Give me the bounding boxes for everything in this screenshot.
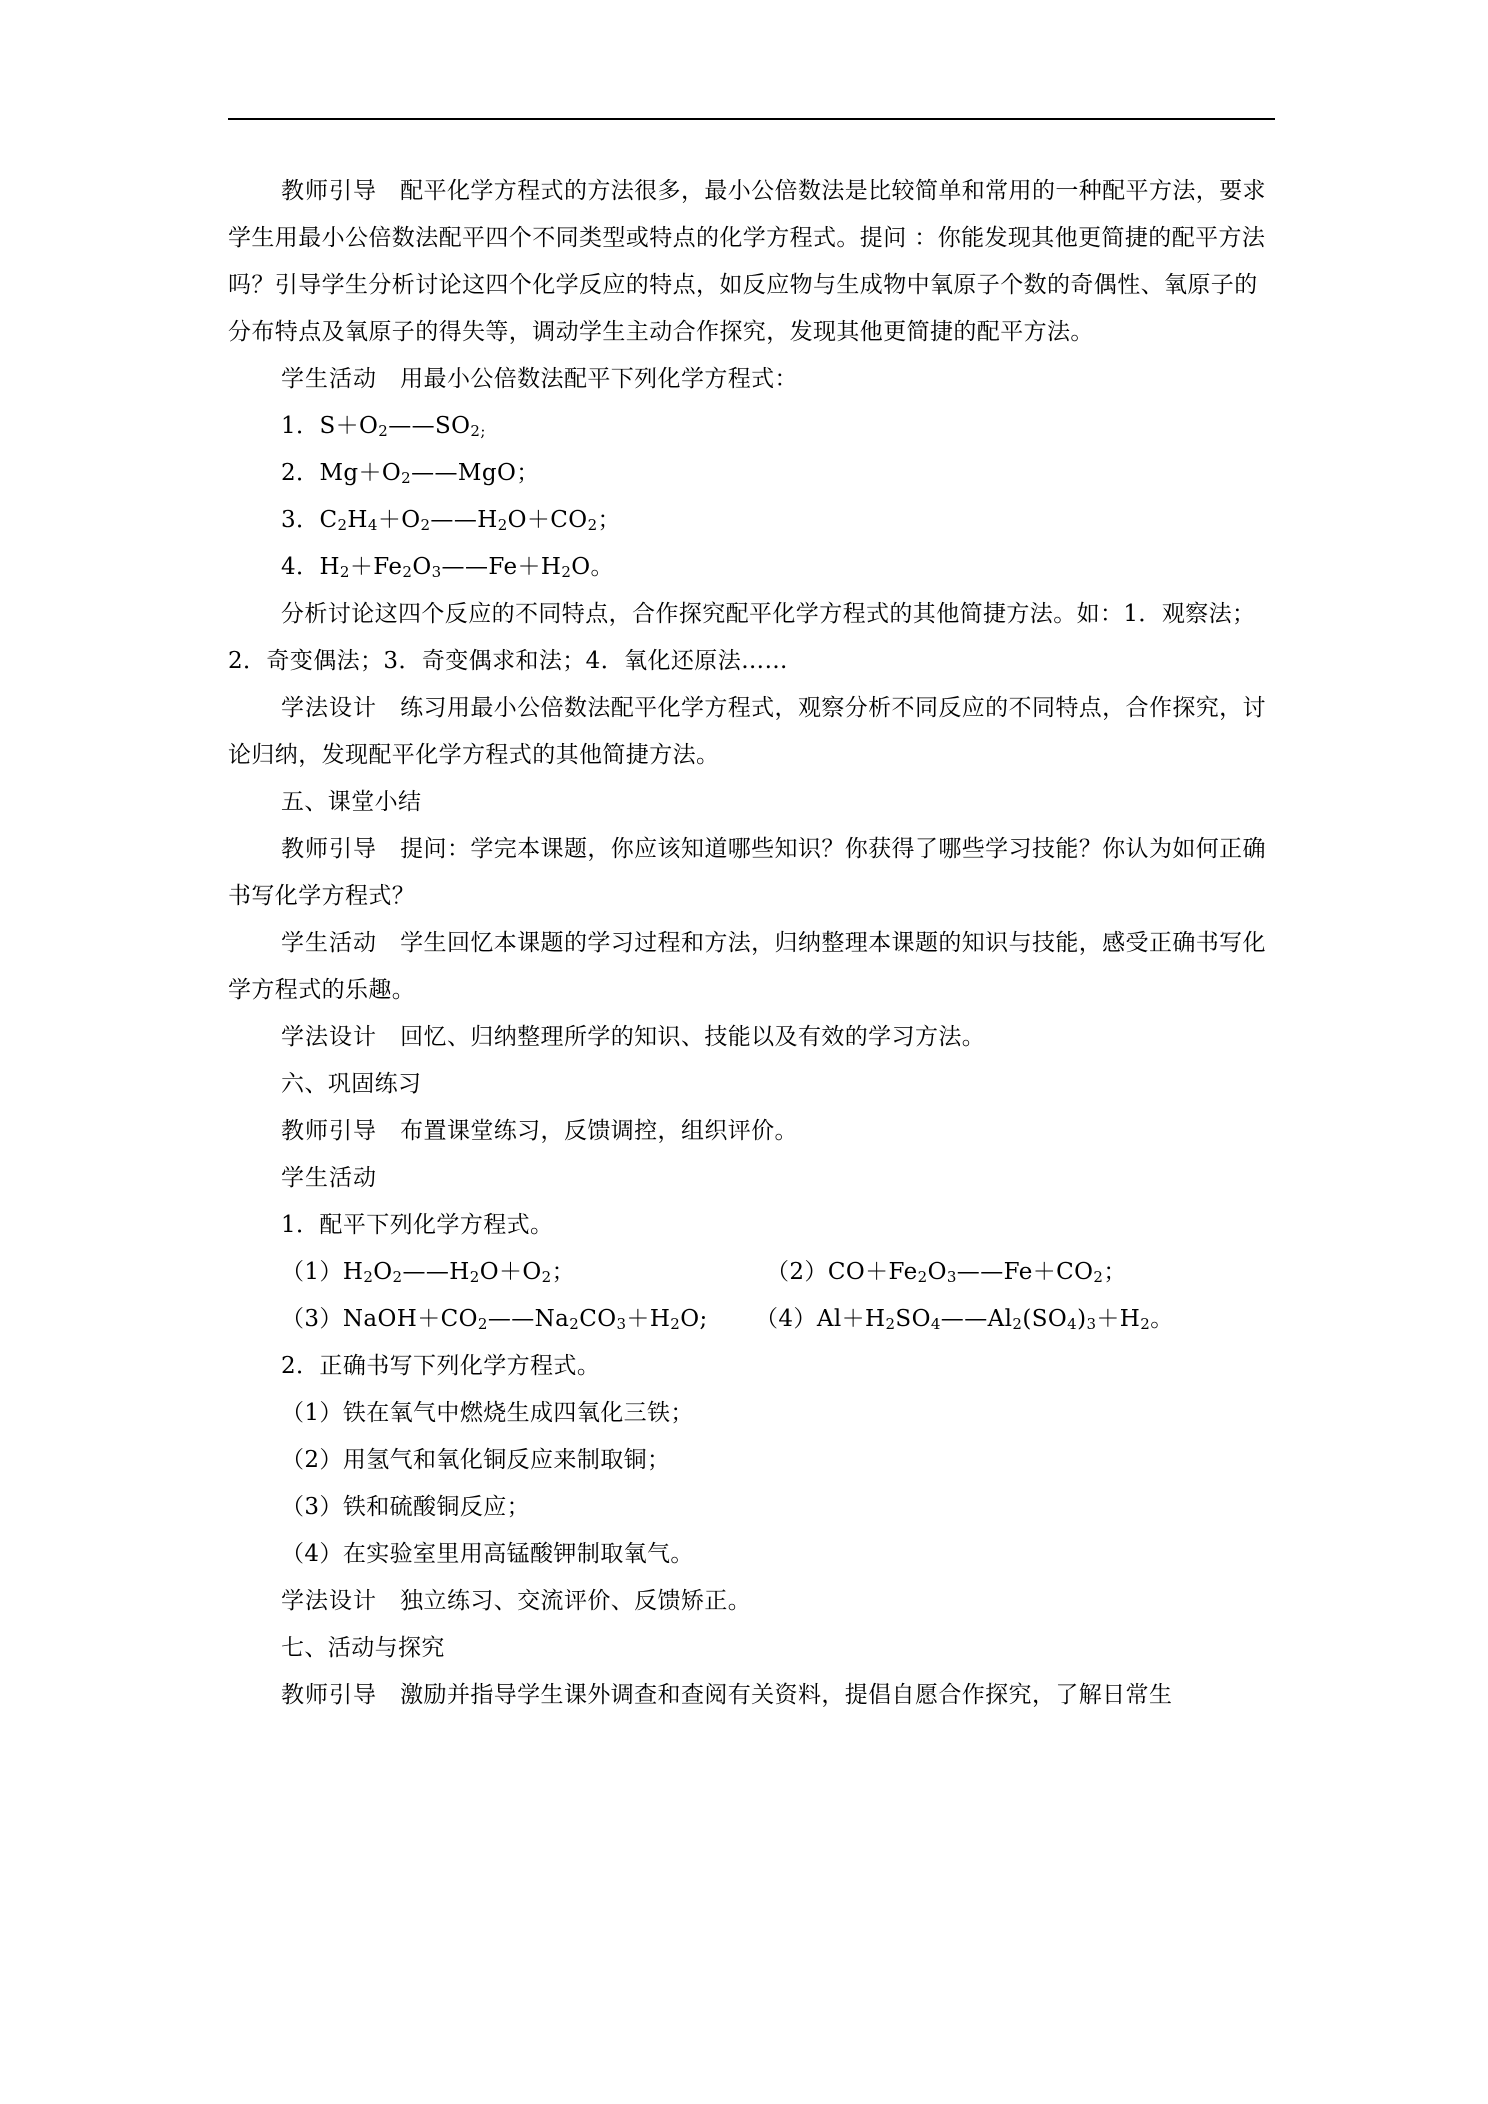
exercise-2-title: 2．正确书写下列化学方程式。 bbox=[281, 1353, 601, 1379]
formula-part: H bbox=[347, 507, 368, 533]
paragraph-label: 教师引导 bbox=[281, 1682, 377, 1708]
subscript: 3 bbox=[1086, 1315, 1097, 1333]
formula-part: ——Na bbox=[487, 1306, 570, 1332]
formula-part: ——H bbox=[402, 1259, 470, 1285]
paragraph-text: 用最小公倍数法配平下列化学方程式： bbox=[400, 366, 798, 392]
section-heading-5: 五、课堂小结 bbox=[281, 789, 422, 815]
formula-part: O; bbox=[680, 1306, 708, 1332]
paragraph-label: 学法设计 bbox=[281, 1588, 377, 1614]
formula-part: CO bbox=[579, 1306, 617, 1332]
item-number: （2） bbox=[766, 1259, 828, 1285]
paragraph-label: 教师引导 bbox=[281, 836, 377, 862]
formula-part: O bbox=[412, 554, 432, 580]
subscript: 2 bbox=[1093, 1268, 1104, 1286]
exercise-1-title: 1．配平下列化学方程式。 bbox=[281, 1212, 554, 1238]
paragraph-teacher-guide-3 bbox=[228, 1108, 1275, 1155]
subscript: 2 bbox=[337, 516, 348, 534]
subscript: 2 bbox=[670, 1315, 681, 1333]
paragraph-student-activity-3 bbox=[228, 1155, 1275, 1202]
paragraph-student-activity-2 bbox=[228, 920, 1275, 1014]
subscript: 2 bbox=[420, 516, 431, 534]
formula-part: ——H bbox=[430, 507, 498, 533]
item-number: 2． bbox=[281, 460, 320, 486]
subscript: 2 bbox=[917, 1268, 928, 1286]
paragraph-label: 学法设计 bbox=[281, 695, 377, 721]
exercise-1-row-2 bbox=[228, 1296, 1275, 1343]
paragraph-text: 配平化学方程式的方法很多，最小公倍数法是比较简单和常用的一种配平方法，要求学生用最小公倍数法配平四个不同类型或特点的化学方程式。提问 ：你能发现其他更简捷的配平方法吗？引导学生分析讨论这四个化学反应的特点，如反应物与生成物中氧原子个数的奇偶性、氧原子的分布特点及氧原子的得失等，调动学生主动合作探究，发现其他更简捷的配平方法。 bbox=[228, 178, 1266, 345]
formula-part: ) bbox=[1077, 1306, 1087, 1332]
exercise-1-item-2 bbox=[766, 1249, 1127, 1296]
formula-part: ； bbox=[551, 1259, 575, 1285]
paragraph-label: 教师引导 bbox=[281, 1118, 377, 1144]
formula-part: ——Al bbox=[940, 1306, 1013, 1332]
paragraph-label: 教师引导 bbox=[281, 178, 377, 204]
paragraph-text: 布置课堂练习，反馈调控，组织评价。 bbox=[400, 1118, 798, 1144]
subscript: 2 bbox=[497, 516, 508, 534]
paragraph-label: 学生活动 bbox=[281, 366, 377, 392]
subscript: 2 bbox=[402, 563, 413, 581]
paragraph-text: 激励并指导学生课外调查和查阅有关资料，提倡自愿合作探究，了解日常生 bbox=[400, 1682, 1173, 1708]
subscript: 2 bbox=[1012, 1315, 1023, 1333]
paragraph-method-design-2 bbox=[228, 1014, 1275, 1061]
item-number: 3． bbox=[281, 507, 320, 533]
formula-part: SO bbox=[895, 1306, 931, 1332]
paragraph-text: 回忆、归纳整理所学的知识、技能以及有效的学习方法。 bbox=[400, 1024, 986, 1050]
item-number: 1． bbox=[281, 413, 320, 439]
paragraph-teacher-guide-4 bbox=[228, 1672, 1275, 1719]
section-heading-6: 六、巩固练习 bbox=[281, 1071, 422, 1097]
formula-part: ——MgO； bbox=[411, 460, 540, 486]
formula-part: ＋H bbox=[626, 1306, 671, 1332]
exercise-1-item-1 bbox=[281, 1249, 766, 1296]
paragraph-label: 学生活动 bbox=[281, 1165, 377, 1191]
formula-part: O bbox=[927, 1259, 947, 1285]
formula-part: ——Fe＋H bbox=[441, 554, 562, 580]
document-body bbox=[228, 168, 1275, 1719]
subscript: 2 bbox=[561, 563, 572, 581]
formula-part: O＋O bbox=[479, 1259, 542, 1285]
subscript: 2 bbox=[569, 1315, 580, 1333]
formula-part: C bbox=[319, 507, 338, 533]
formula-part: H bbox=[319, 554, 340, 580]
section-heading-7: 七、活动与探究 bbox=[281, 1635, 445, 1661]
equation-4 bbox=[228, 544, 1275, 591]
formula-part: NaOH＋CO bbox=[342, 1306, 478, 1332]
exercise-1-item-3 bbox=[281, 1296, 755, 1343]
item-number: （3） bbox=[281, 1306, 343, 1332]
paragraph-method-design-3 bbox=[228, 1578, 1275, 1625]
formula-part: O。 bbox=[571, 554, 614, 580]
subscript: 2 bbox=[541, 1268, 552, 1286]
item-number: 4． bbox=[281, 554, 320, 580]
equation-1 bbox=[228, 403, 1275, 450]
subscript: 4 bbox=[367, 516, 378, 534]
subscript: 2 bbox=[378, 422, 389, 440]
formula-part: ＋H bbox=[1096, 1306, 1141, 1332]
subscript: 3 bbox=[616, 1315, 627, 1333]
equation-2 bbox=[228, 450, 1275, 497]
subscript: 3 bbox=[431, 563, 442, 581]
formula-part: 。 bbox=[1150, 1306, 1174, 1332]
header-rule bbox=[228, 118, 1275, 120]
subscript: 2 bbox=[587, 516, 598, 534]
item-number: （1） bbox=[281, 1259, 343, 1285]
exercise-1-row-1 bbox=[228, 1249, 1275, 1296]
subscript: 4 bbox=[930, 1315, 941, 1333]
formula-part: O bbox=[373, 1259, 393, 1285]
subscript: 3 bbox=[946, 1268, 957, 1286]
formula-part: Al＋H bbox=[816, 1306, 886, 1332]
item-number: （4） bbox=[755, 1306, 817, 1332]
paragraph-text: 学生回忆本课题的学习过程和方法，归纳整理本课题的知识与技能，感受正确书写化学方程式的乐趣。 bbox=[228, 930, 1266, 1003]
subscript: 2 bbox=[363, 1268, 374, 1286]
subscript: 2 bbox=[469, 1268, 480, 1286]
subscript: 2 bbox=[885, 1315, 896, 1333]
paragraph-text: 独立练习、交流评价、反馈矫正。 bbox=[400, 1588, 752, 1614]
exercise-2-item-2: （2）用氢气和氧化铜反应来制取铜； bbox=[281, 1447, 671, 1473]
formula-part: ＋O bbox=[377, 507, 421, 533]
subscript: 2; bbox=[470, 422, 486, 440]
paragraph-teacher-guide-1 bbox=[228, 168, 1275, 356]
subscript: 2 bbox=[392, 1268, 403, 1286]
paragraph-label: 学生活动 bbox=[281, 930, 377, 956]
paragraph-analysis: 分析讨论这四个反应的不同特点，合作探究配平化学方程式的其他简捷方法。如：1．观察法；2．奇变偶法；3．奇变偶求和法；4．氧化还原法…… bbox=[228, 601, 1256, 674]
subscript: 2 bbox=[1140, 1315, 1151, 1333]
formula-part: ——SO bbox=[388, 413, 471, 439]
subscript: 2 bbox=[401, 469, 412, 487]
formula-part: ； bbox=[597, 507, 621, 533]
formula-part: CO＋Fe bbox=[827, 1259, 918, 1285]
formula-part: O＋CO bbox=[507, 507, 588, 533]
paragraph-method-design-1 bbox=[228, 685, 1275, 779]
formula-part: S＋O bbox=[319, 413, 379, 439]
paragraph-text: 提问：学完本课题，你应该知道哪些知识？你获得了哪些学习技能？你认为如何正确书写化学方程式？ bbox=[228, 836, 1266, 909]
subscript: 4 bbox=[1067, 1315, 1078, 1333]
exercise-1-item-4 bbox=[755, 1296, 1174, 1343]
exercise-2-item-3: （3）铁和硫酸铜反应； bbox=[281, 1494, 531, 1520]
exercise-2-item-4: （4）在实验室里用高锰酸钾制取氧气。 bbox=[281, 1541, 694, 1567]
paragraph-label: 学法设计 bbox=[281, 1024, 377, 1050]
subscript: 2 bbox=[477, 1315, 488, 1333]
equation-3 bbox=[228, 497, 1275, 544]
exercise-2-item-1: （1）铁在氧气中燃烧生成四氧化三铁； bbox=[281, 1400, 694, 1426]
formula-part: H bbox=[342, 1259, 364, 1285]
subscript: 2 bbox=[339, 563, 350, 581]
paragraph-text: 练习用最小公倍数法配平化学方程式，观察分析不同反应的不同特点，合作探究，讨论归纳，发现配平化学方程式的其他简捷方法。 bbox=[228, 695, 1266, 768]
formula-part: (SO bbox=[1022, 1306, 1068, 1332]
paragraph-student-activity-1 bbox=[228, 356, 1275, 403]
formula-part: ——Fe＋CO bbox=[956, 1259, 1094, 1285]
paragraph-teacher-guide-2 bbox=[228, 826, 1275, 920]
formula-part: Mg＋O bbox=[319, 460, 402, 486]
formula-part: ； bbox=[1103, 1259, 1127, 1285]
formula-part: ＋Fe bbox=[349, 554, 403, 580]
